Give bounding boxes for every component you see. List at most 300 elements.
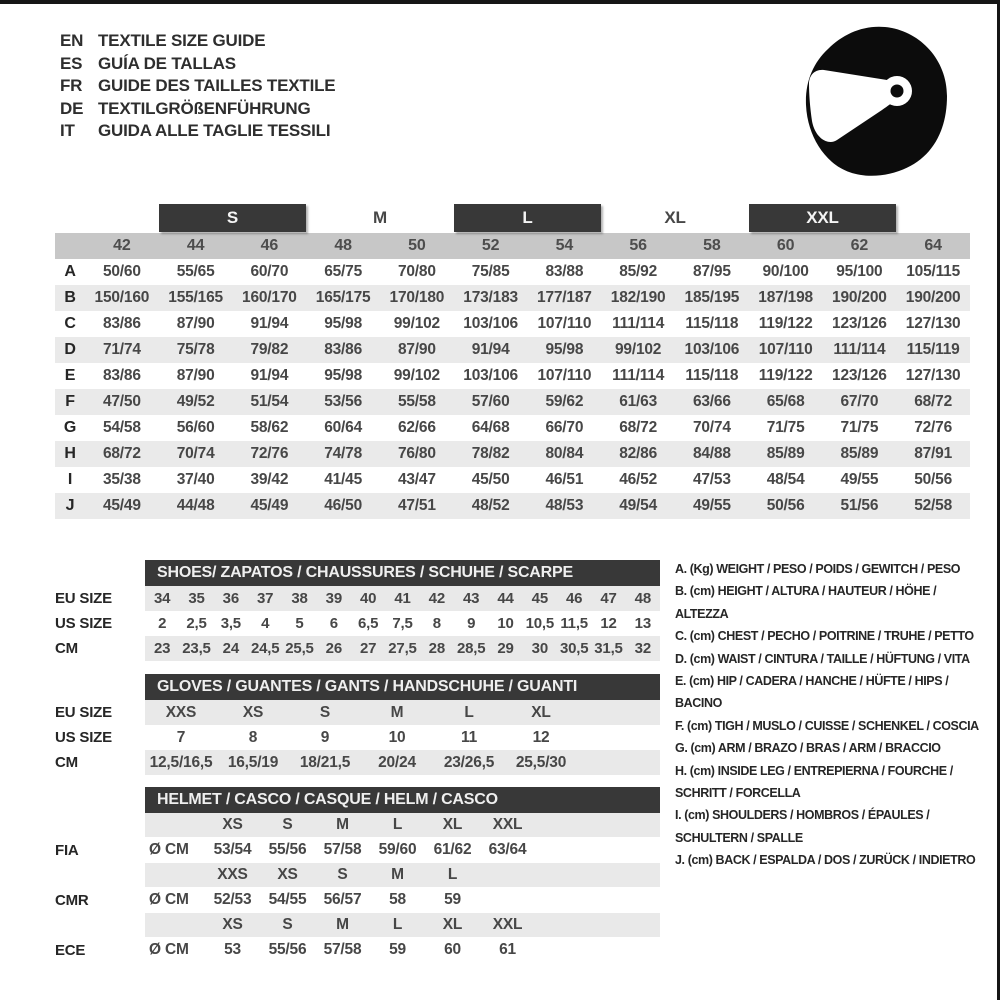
- language-code: DE: [60, 98, 84, 118]
- value-cell: 41/45: [324, 471, 363, 488]
- value-cell: XL: [531, 703, 551, 721]
- size-cell: 44: [186, 237, 205, 254]
- value-cell: 75/85: [471, 263, 510, 280]
- value-cell: 60: [444, 941, 461, 958]
- value-cell: 85/92: [619, 263, 658, 280]
- measure-row: [55, 493, 970, 519]
- value-cell: 105/115: [906, 263, 961, 280]
- language-code: FR: [60, 76, 83, 96]
- value-cell: 65/75: [324, 263, 363, 280]
- helmet-data-row: [55, 887, 675, 913]
- value-cell: 115/118: [685, 315, 739, 332]
- value-cell: XS: [242, 703, 264, 721]
- legend-item: A. (Kg) WEIGHT / PESO / POIDS / GEWITCH / PESO: [675, 562, 961, 576]
- helmet-size-labels: [145, 813, 660, 837]
- value-cell: 20/24: [378, 753, 416, 771]
- row-label: EU SIZE: [55, 590, 112, 607]
- value-cell: 78/82: [471, 445, 510, 462]
- value-cell: 55/56: [268, 941, 307, 958]
- size-row: [55, 636, 675, 661]
- value-cell: 59/60: [378, 841, 417, 858]
- value-cell: 51/56: [840, 497, 879, 514]
- size-cell: XL: [442, 816, 463, 833]
- size-cell: 60: [776, 237, 795, 254]
- value-cell: 72/76: [914, 419, 953, 436]
- gloves-size-table: [55, 674, 675, 775]
- language-code: EN: [60, 31, 84, 51]
- value-cell: 29: [497, 640, 514, 657]
- legend-item: D. (cm) WAIST / CINTURA / TAILLE / HÜFTUNG / VITA: [675, 651, 970, 666]
- value-cell: 190/200: [832, 289, 887, 306]
- value-cell: 44: [497, 590, 514, 607]
- language-title: GUÍA DE TALLAS: [98, 53, 236, 73]
- value-cell: 75/78: [176, 341, 215, 358]
- row-values: [145, 700, 660, 725]
- value-cell: 61: [499, 941, 516, 958]
- legend-item: C. (cm) CHEST / PECHO / POITRINE / TRUHE / PETTO: [675, 629, 974, 644]
- value-cell: 51/54: [250, 393, 289, 410]
- value-cell: 25,5: [285, 640, 314, 657]
- language-row: [60, 30, 335, 53]
- value-cell: 165/175: [315, 289, 371, 306]
- value-cell: 55/65: [176, 263, 215, 280]
- value-cell: 71/74: [102, 341, 141, 358]
- value-cell: 177/187: [537, 289, 592, 306]
- value-cell: 95/100: [836, 263, 883, 280]
- legend-item: E. (cm) HIP / CADERA / HANCHE / HÜFTE / HIPS / BACINO: [675, 674, 949, 711]
- value-cell: 9: [467, 615, 476, 632]
- value-cell: 45/50: [471, 471, 510, 488]
- value-cell: 35/38: [102, 471, 141, 488]
- value-cell: 45: [531, 590, 548, 607]
- value-cell: 79/82: [250, 341, 289, 358]
- value-cell: 107/110: [537, 367, 592, 384]
- value-cell: 123/126: [832, 315, 887, 332]
- value-cell: 48/54: [766, 471, 805, 488]
- value-cell: 127/130: [905, 367, 961, 384]
- value-cell: 46/51: [545, 471, 584, 488]
- language-code: IT: [60, 121, 75, 141]
- value-cell: 70/74: [176, 445, 215, 462]
- value-cell: 10: [497, 615, 514, 632]
- row-letter: F: [65, 393, 75, 410]
- value-cell: 18/21,5: [299, 753, 351, 771]
- size-cell: L: [392, 816, 403, 833]
- value-cell: 24,5: [250, 640, 280, 657]
- value-cell: 70/74: [692, 419, 731, 436]
- value-cell: 53/54: [213, 841, 252, 858]
- value-cell: 50/60: [102, 263, 141, 280]
- measure-row: [55, 441, 970, 467]
- value-cell: 68/72: [914, 393, 953, 410]
- value-cell: 12: [532, 728, 550, 746]
- value-cell: 103/106: [463, 367, 518, 384]
- value-cell: 12: [600, 615, 617, 632]
- textile-size-table: [55, 203, 970, 519]
- measurement-legend: [675, 558, 980, 872]
- value-cell: 58: [389, 891, 406, 908]
- value-cell: 49/54: [619, 497, 658, 514]
- value-cell: 182/190: [610, 289, 666, 306]
- unit-cell: Ø CM: [149, 941, 189, 958]
- size-row: [55, 700, 675, 725]
- language-title: GUIDA ALLE TAGLIE TESSILI: [98, 121, 331, 141]
- helmet-icon-svg: [800, 24, 952, 176]
- value-cell: 187/198: [758, 289, 813, 306]
- unit-cell: Ø CM: [149, 891, 189, 908]
- helmet-size-header-row: [55, 813, 675, 837]
- value-cell: 10: [388, 728, 406, 746]
- value-cell: 76/80: [397, 445, 436, 462]
- value-cell: 43: [463, 590, 480, 607]
- value-cell: 43/47: [397, 471, 436, 488]
- value-cell: 2,5: [186, 615, 207, 632]
- helmet-data-row: [55, 837, 675, 863]
- language-title: TEXTILGRÖßENFÜHRUNG: [98, 98, 311, 118]
- value-cell: 54/58: [102, 419, 141, 436]
- size-cell: XS: [222, 816, 243, 833]
- value-cell: 63/66: [692, 393, 731, 410]
- value-cell: 190/200: [905, 289, 961, 306]
- value-cell: 173/183: [463, 289, 518, 306]
- legend-item: H. (cm) INSIDE LEG / ENTREPIERNA / FOURCHE / SCHRITT / FORCELLA: [675, 763, 953, 801]
- value-cell: 87/91: [914, 445, 953, 462]
- value-cell: 87/90: [397, 341, 436, 358]
- size-group-label: M: [373, 208, 387, 227]
- size-cell: 54: [555, 237, 574, 254]
- size-cell: XS: [277, 866, 298, 883]
- value-cell: 6: [329, 615, 338, 632]
- size-row: [55, 725, 675, 750]
- value-cell: 71/75: [766, 419, 805, 436]
- size-cell: 48: [334, 237, 352, 254]
- top-border-line: [0, 0, 1000, 4]
- value-cell: 72/76: [250, 445, 289, 462]
- value-cell: 59/62: [545, 393, 584, 410]
- value-cell: 30: [531, 640, 548, 657]
- value-cell: 53: [224, 941, 241, 958]
- size-cell: M: [391, 866, 404, 883]
- value-cell: 80/84: [545, 445, 584, 462]
- value-cell: 24: [222, 640, 239, 657]
- value-cell: 37: [257, 590, 274, 607]
- size-group-label: S: [159, 204, 307, 232]
- row-label-spacer: [55, 813, 145, 837]
- helmet-values: [145, 937, 660, 963]
- value-cell: 8: [248, 728, 258, 746]
- value-cell: 23,5: [182, 640, 211, 657]
- value-cell: 48: [634, 590, 651, 607]
- value-cell: 95/98: [324, 315, 363, 332]
- value-cell: 63/64: [488, 841, 527, 858]
- language-title-list: [60, 30, 335, 143]
- legend-item: I. (cm) SHOULDERS / HOMBROS / ÉPAULES / SCHULTERN / SPALLE: [675, 808, 930, 845]
- value-cell: 170/180: [389, 289, 445, 306]
- helmet-title-bar: HELMET / CASCO / CASQUE / HELM / CASCO: [145, 787, 660, 813]
- value-cell: 119/122: [758, 367, 813, 384]
- value-cell: 55/56: [268, 841, 307, 858]
- value-cell: 46/50: [324, 497, 363, 514]
- value-cell: 50/56: [914, 471, 953, 488]
- size-group-row: [55, 203, 970, 233]
- value-cell: 31,5: [594, 640, 623, 657]
- value-cell: 74/78: [324, 445, 363, 462]
- size-cell: XXL: [492, 816, 523, 833]
- row-label: US SIZE: [55, 729, 112, 746]
- value-cell: 87/90: [176, 315, 215, 332]
- value-cell: 82/86: [619, 445, 658, 462]
- row-values: [145, 725, 660, 750]
- size-cell: S: [282, 916, 293, 933]
- value-cell: 56/57: [323, 891, 362, 908]
- measure-row: [55, 389, 970, 415]
- value-cell: 36: [222, 590, 239, 607]
- row-letter: I: [67, 471, 73, 488]
- value-cell: 11,5: [560, 615, 588, 632]
- helmet-size-table: [55, 787, 675, 963]
- value-cell: 44/48: [176, 497, 215, 514]
- gloves-title-bar: GLOVES / GUANTES / GANTS / HANDSCHUHE / GUANTI: [145, 674, 660, 700]
- value-cell: 58/62: [250, 419, 289, 436]
- value-cell: 11: [461, 728, 477, 746]
- row-letter: B: [64, 289, 76, 306]
- value-cell: 70/80: [397, 263, 436, 280]
- value-cell: 90/100: [762, 263, 809, 280]
- numeric-size-row: [55, 233, 970, 259]
- value-cell: 48/52: [471, 497, 510, 514]
- size-cell: 56: [629, 237, 647, 254]
- value-cell: 45/49: [102, 497, 141, 514]
- row-letter: C: [64, 315, 76, 332]
- value-cell: 127/130: [905, 315, 961, 332]
- value-cell: 103/106: [463, 315, 518, 332]
- helmet-size-header-row: [55, 913, 675, 937]
- value-cell: 46/52: [619, 471, 658, 488]
- measure-row: [55, 285, 970, 311]
- value-cell: 61/63: [619, 393, 658, 410]
- value-cell: 46: [566, 590, 583, 607]
- row-letter: D: [64, 341, 76, 358]
- row-label: CM: [55, 754, 78, 771]
- value-cell: 68/72: [102, 445, 141, 462]
- row-label-spacer: [55, 863, 145, 887]
- value-cell: 65/68: [766, 393, 805, 410]
- value-cell: 62/66: [397, 419, 436, 436]
- row-letter: A: [64, 263, 76, 280]
- standard-label: FIA: [55, 841, 79, 859]
- measure-row: [55, 415, 970, 441]
- measure-row: [55, 337, 970, 363]
- value-cell: 84/88: [692, 445, 731, 462]
- size-row: [55, 586, 675, 611]
- helmet-data-row: [55, 937, 675, 963]
- value-cell: 91/94: [250, 367, 289, 384]
- legend-item: G. (cm) ARM / BRAZO / BRAS / ARM / BRACCIO: [675, 741, 941, 756]
- size-cell: 52: [481, 237, 500, 254]
- value-cell: 95/98: [545, 341, 584, 358]
- size-cell: L: [447, 866, 458, 883]
- helmet-size-labels: [145, 913, 660, 937]
- value-cell: 8: [432, 615, 441, 632]
- row-values: [145, 586, 660, 611]
- value-cell: 28,5: [456, 640, 486, 657]
- value-cell: 57/58: [323, 941, 362, 958]
- row-label: CM: [55, 640, 78, 657]
- value-cell: L: [464, 703, 474, 721]
- value-cell: 23: [154, 640, 171, 657]
- value-cell: 9: [320, 728, 330, 746]
- legend-item: J. (cm) BACK / ESPALDA / DOS / ZURÜCK / INDIETRO: [675, 853, 976, 868]
- value-cell: 107/110: [537, 315, 592, 332]
- value-cell: 119/122: [758, 315, 813, 332]
- value-cell: 68/72: [619, 419, 658, 436]
- size-cell: 58: [703, 237, 721, 254]
- value-cell: 30,5: [559, 640, 589, 657]
- value-cell: 50/56: [766, 497, 805, 514]
- size-group-label: L: [454, 204, 602, 232]
- value-cell: 53/56: [324, 393, 363, 410]
- value-cell: 115/119: [906, 341, 960, 358]
- value-cell: 107/110: [758, 341, 813, 358]
- value-cell: 47/51: [397, 497, 436, 514]
- row-letter: E: [64, 367, 76, 384]
- row-letter: G: [63, 419, 77, 436]
- row-values: [145, 611, 660, 636]
- value-cell: 67/70: [840, 393, 879, 410]
- value-cell: 6,5: [358, 615, 379, 632]
- value-cell: 39: [325, 590, 342, 607]
- size-cell: L: [392, 916, 403, 933]
- value-cell: XXS: [165, 703, 197, 721]
- size-cell: S: [337, 866, 348, 883]
- value-cell: 38: [291, 590, 308, 607]
- value-cell: 49/55: [840, 471, 879, 488]
- language-title: GUIDE DES TAILLES TEXTILE: [98, 76, 336, 96]
- size-group-label: XL: [664, 208, 686, 227]
- row-label: EU SIZE: [55, 704, 112, 721]
- row-label: US SIZE: [55, 615, 112, 632]
- standard-label: CMR: [55, 891, 89, 909]
- legend-item: B. (cm) HEIGHT / ALTURA / HAUTEUR / HÖHE / ALTEZZA: [675, 584, 937, 621]
- value-cell: 35: [188, 590, 205, 607]
- value-cell: 25,5/30: [515, 753, 567, 771]
- value-cell: 155/165: [168, 289, 223, 306]
- value-cell: S: [319, 703, 331, 721]
- value-cell: 47/50: [102, 393, 141, 410]
- value-cell: 55/58: [397, 393, 436, 410]
- value-cell: 66/70: [545, 419, 584, 436]
- value-cell: 87/90: [176, 367, 215, 384]
- helmet-size-header-row: [55, 863, 675, 887]
- value-cell: 42: [428, 590, 445, 607]
- value-cell: 45/49: [250, 497, 289, 514]
- value-cell: 27,5: [388, 640, 417, 657]
- value-cell: 111/114: [612, 367, 665, 384]
- value-cell: 59: [444, 891, 461, 908]
- row-letter: H: [64, 445, 76, 462]
- value-cell: 60/70: [250, 263, 289, 280]
- value-cell: 83/86: [102, 315, 141, 332]
- value-cell: 37/40: [176, 471, 215, 488]
- language-title: TEXTILE SIZE GUIDE: [98, 31, 266, 51]
- measure-row: [55, 363, 970, 389]
- value-cell: 123/126: [832, 367, 887, 384]
- value-cell: 91/94: [471, 341, 510, 358]
- size-cell: M: [336, 816, 349, 833]
- value-cell: 103/106: [684, 341, 740, 358]
- value-cell: 13: [634, 615, 651, 632]
- value-cell: 52/53: [213, 891, 252, 908]
- value-cell: 83/86: [102, 367, 141, 384]
- size-cell: S: [282, 816, 293, 833]
- size-cell: M: [336, 916, 349, 933]
- helmet-size-labels: [145, 863, 660, 887]
- value-cell: 185/195: [684, 289, 740, 306]
- value-cell: 10,5: [525, 615, 555, 632]
- standard-label: ECE: [55, 941, 86, 959]
- value-cell: 12,5/16,5: [149, 753, 213, 771]
- value-cell: 150/160: [94, 289, 150, 306]
- value-cell: 27: [360, 640, 377, 657]
- value-cell: 28: [428, 640, 445, 657]
- value-cell: 85/89: [766, 445, 805, 462]
- value-cell: 54/55: [268, 891, 307, 908]
- value-cell: 83/88: [545, 263, 584, 280]
- row-values: [145, 636, 660, 661]
- shoes-title-bar: SHOES/ ZAPATOS / CHAUSSURES / SCHUHE / SCARPE: [145, 560, 660, 586]
- value-cell: 71/75: [840, 419, 879, 436]
- value-cell: 41: [394, 590, 411, 607]
- value-cell: 61/62: [433, 841, 472, 858]
- visor-pivot-inner: [891, 85, 904, 98]
- size-group-label: XXL: [749, 204, 897, 232]
- measure-row: [55, 311, 970, 337]
- helmet-values: [145, 887, 660, 913]
- value-cell: 16,5/19: [227, 753, 279, 771]
- helmet-values: [145, 837, 660, 863]
- size-cell: 62: [850, 237, 869, 254]
- value-cell: 2: [158, 615, 167, 632]
- size-cell: 64: [924, 237, 942, 254]
- value-cell: 26: [325, 640, 342, 657]
- value-cell: 5: [295, 615, 304, 632]
- unit-cell: Ø CM: [149, 841, 189, 858]
- value-cell: 99/102: [393, 315, 440, 332]
- language-code: ES: [60, 53, 83, 73]
- value-cell: 57/58: [323, 841, 362, 858]
- size-cell: XXS: [217, 866, 248, 883]
- value-cell: 111/114: [833, 341, 886, 358]
- value-cell: 7: [176, 728, 186, 746]
- legend-item: F. (cm) TIGH / MUSLO / CUISSE / SCHENKEL / COSCIA: [675, 718, 979, 733]
- value-cell: 7,5: [392, 615, 413, 632]
- value-cell: 52/58: [914, 497, 953, 514]
- language-row: [60, 98, 335, 121]
- size-cell: XS: [222, 916, 243, 933]
- value-cell: 64/68: [471, 419, 510, 436]
- value-cell: 39/42: [250, 471, 289, 488]
- row-letter: J: [65, 497, 75, 514]
- language-row: [60, 53, 335, 76]
- size-row: [55, 750, 675, 775]
- size-cell: XL: [442, 916, 463, 933]
- language-row: [60, 75, 335, 98]
- size-row: [55, 611, 675, 636]
- value-cell: 48/53: [545, 497, 584, 514]
- language-row: [60, 120, 335, 143]
- row-label-spacer: [55, 913, 145, 937]
- value-cell: 49/52: [176, 393, 215, 410]
